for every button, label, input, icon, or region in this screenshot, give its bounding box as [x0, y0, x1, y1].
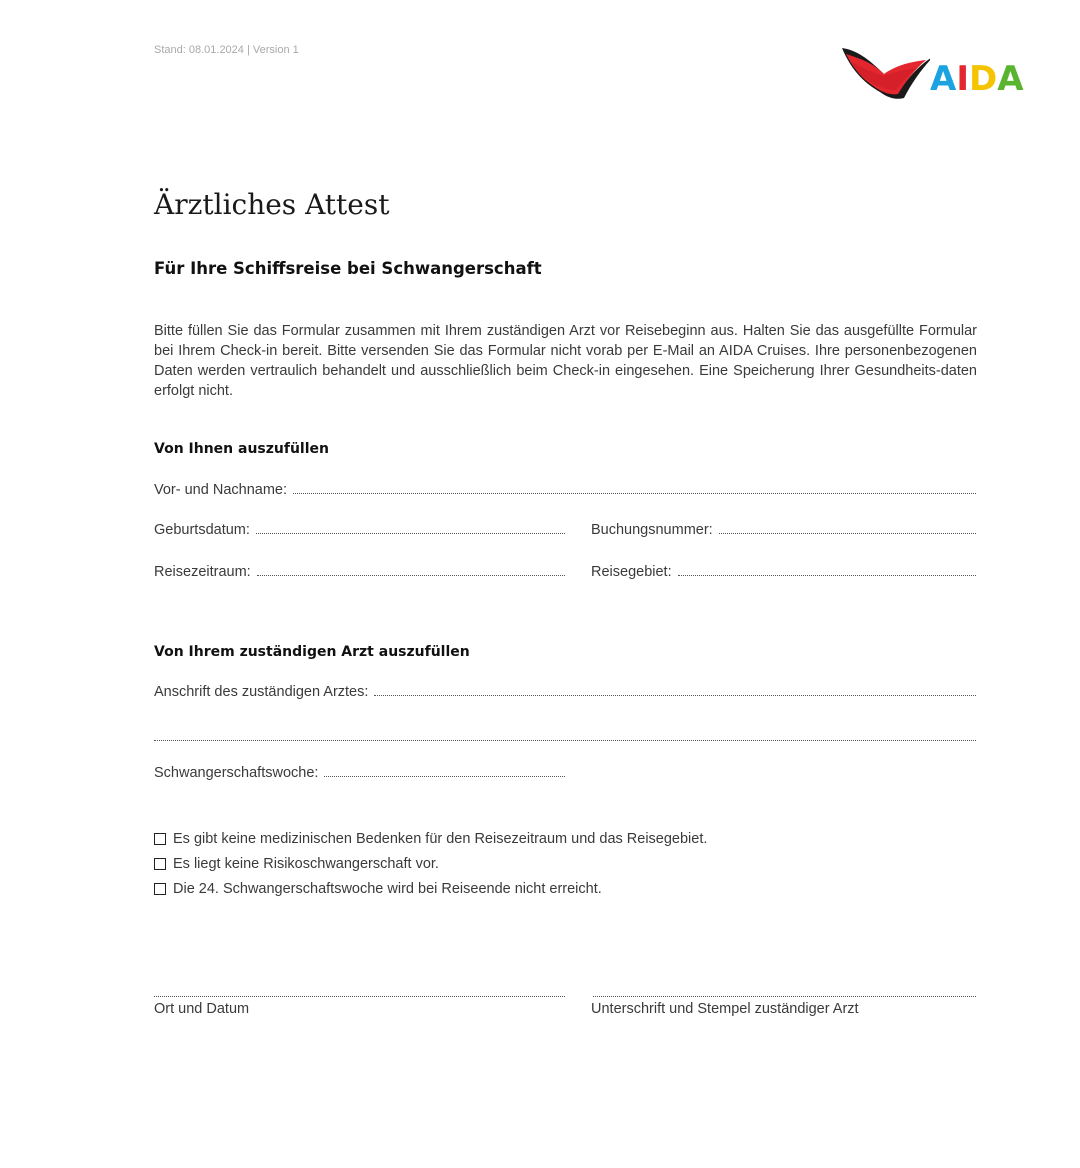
document-meta: Stand: 08.01.2024 | Version 1	[154, 44, 299, 56]
field-travel-area-label: Reisegebiet:	[591, 564, 672, 580]
field-travel-period-label: Reisezeitraum:	[154, 564, 251, 580]
field-full-name[interactable]	[154, 482, 976, 498]
logo-letter-d: D	[968, 59, 998, 99]
field-booking-number-label: Buchungsnummer:	[591, 522, 713, 538]
checkbox-label: Die 24. Schwangerschaftswoche wird bei Reiseende nicht erreicht.	[173, 881, 602, 897]
checkbox-box[interactable]	[154, 858, 166, 870]
field-travel-period[interactable]	[154, 564, 565, 580]
intro-paragraph: Bitte füllen Sie das Formular zusammen mit Ihrem zuständigen Arzt vor Reisebeginn aus. Halten Sie das ausgefüllte Formular bei Ihrem Check-in bereit. Bitte versenden Sie das Formular nicht vorab per E-Mail an AIDA Cruises. Ihre personenbezogenen Daten werden vertraulich behandelt und ausschließlich beim Check-in eingesehen. Eine Speicherung Ihrer Gesundheits-daten erfolgt nicht.	[154, 323, 977, 399]
field-doctor-address-line[interactable]	[374, 694, 976, 696]
page-subtitle: Für Ihre Schiffsreise bei Schwangerschaft	[154, 259, 542, 278]
checkbox-no-concerns[interactable]	[154, 831, 707, 847]
field-birthdate-line[interactable]	[256, 532, 565, 534]
field-birthdate[interactable]	[154, 522, 565, 538]
logo-letter-i: I	[956, 59, 969, 99]
field-travel-period-line[interactable]	[257, 574, 565, 576]
field-full-name-label: Vor- und Nachname:	[154, 482, 287, 498]
field-travel-area-line[interactable]	[678, 574, 976, 576]
field-full-name-line[interactable]	[293, 492, 976, 494]
signature-doctor-label: Unterschrift und Stempel zuständiger Arzt	[591, 1001, 859, 1017]
field-booking-number[interactable]	[591, 522, 976, 538]
signature-doctor-line[interactable]	[593, 995, 976, 997]
field-pregnancy-week-label: Schwangerschaftswoche:	[154, 765, 319, 781]
signature-place-date-label: Ort und Datum	[154, 1001, 250, 1017]
aida-logo	[838, 42, 1032, 104]
field-booking-number-line[interactable]	[719, 532, 976, 534]
checkbox-box[interactable]	[154, 833, 166, 845]
checkbox-label: Es gibt keine medizinischen Bedenken für den Reisezeitraum und das Reisegebiet.	[173, 831, 708, 847]
checkbox-label: Es liegt keine Risikoschwangerschaft vor.	[173, 856, 439, 872]
checkbox-no-risk-pregnancy[interactable]	[154, 856, 439, 872]
field-travel-area[interactable]	[591, 564, 976, 580]
field-doctor-address[interactable]	[154, 684, 976, 700]
field-pregnancy-week-line[interactable]	[324, 775, 565, 777]
aida-kussmund-logo-icon	[838, 42, 930, 104]
page-title: Ärztliches Attest	[154, 188, 390, 221]
field-doctor-address-line-2[interactable]	[154, 739, 976, 741]
field-doctor-address-label: Anschrift des zuständigen Arztes:	[154, 684, 369, 700]
aida-wordmark	[930, 59, 1024, 99]
logo-letter-a1: A	[930, 59, 957, 99]
field-birthdate-label: Geburtsdatum:	[154, 522, 250, 538]
checkbox-box[interactable]	[154, 883, 166, 895]
field-pregnancy-week[interactable]	[154, 765, 565, 781]
section-patient-heading: Von Ihnen auszufüllen	[154, 441, 329, 457]
section-doctor-heading: Von Ihrem zuständigen Arzt auszufüllen	[154, 644, 470, 660]
signature-place-date-line[interactable]	[154, 995, 565, 997]
checkbox-week-24-not-reached[interactable]	[154, 881, 602, 897]
logo-letter-a2: A	[997, 59, 1024, 99]
